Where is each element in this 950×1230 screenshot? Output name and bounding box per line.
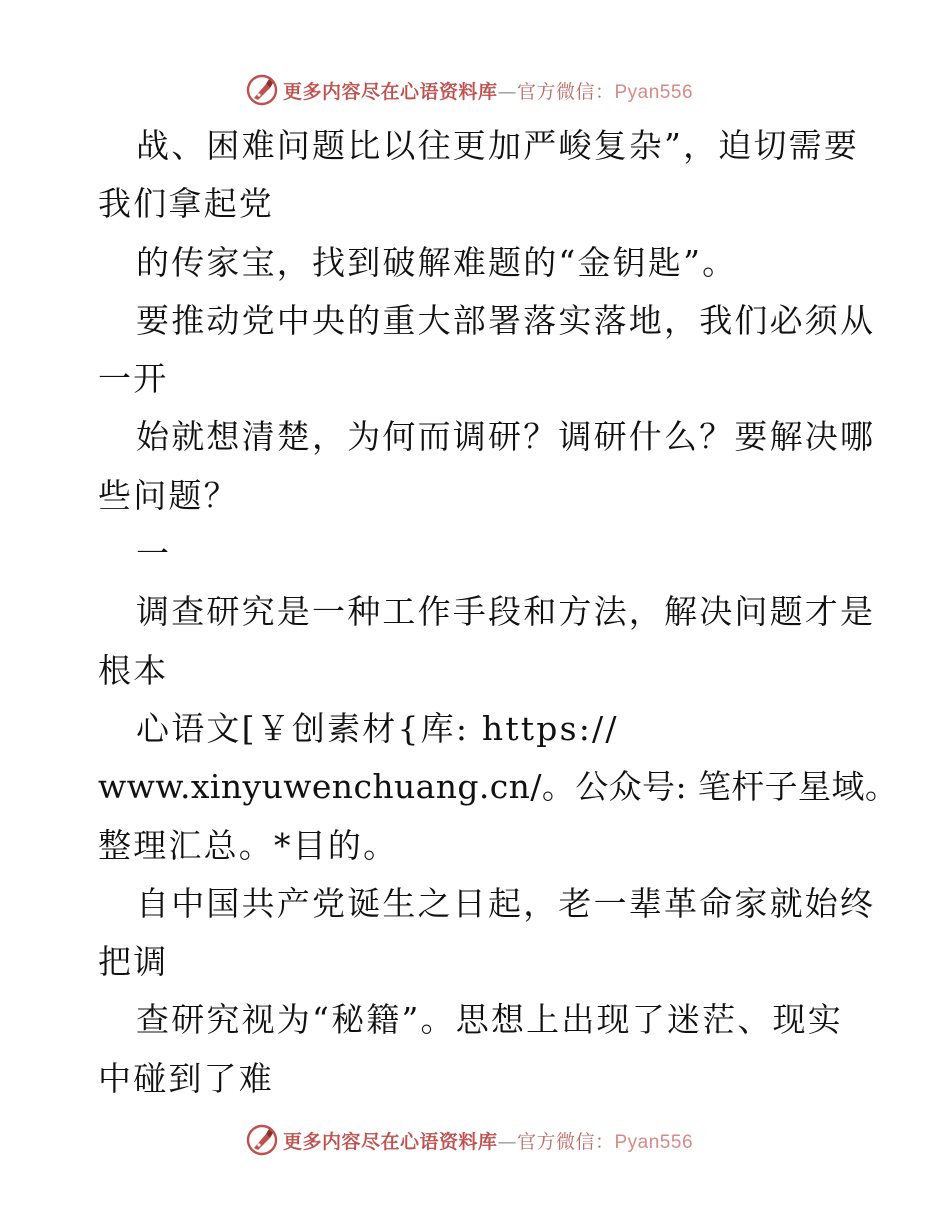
body-line: 心语文[￥创素材{库: https:// [136, 708, 619, 748]
footer-watermark-label: 官方微信： [516, 1130, 615, 1153]
body-line: 些问题？ [98, 475, 239, 515]
footer-watermark-dash: — [497, 1130, 517, 1153]
body-line: 自中国共产党诞生之日起，老一辈革命家就始终 [136, 883, 876, 923]
body-line: 调查研究是一种工作手段和方法，解决问题才是 [136, 592, 876, 632]
header-watermark-title: 更多内容尽在心语资料库 [282, 80, 498, 103]
body-line: 我们拿起党 [98, 184, 274, 224]
pen-logo-icon [245, 73, 279, 107]
footer-watermark [245, 1123, 693, 1157]
header-watermark-label: 官方微信： [516, 80, 615, 103]
body-line: 要推动党中央的重大部署落实落地，我们必须从 [136, 300, 876, 340]
header-watermark-dash: — [497, 80, 517, 103]
body-line: 查研究视为“秘籍”。思想上出现了迷茫、现实 [136, 1000, 843, 1040]
body-line: 的传家宝，找到破解难题的“金钥匙”。 [136, 242, 738, 282]
pen-logo-icon [245, 1123, 279, 1157]
body-line: 根本 [98, 650, 169, 690]
body-line: 始就想清楚，为何而调研？调研什么？要解决哪 [136, 417, 876, 457]
footer-watermark-title: 更多内容尽在心语资料库 [282, 1130, 498, 1153]
body-line: 一 [136, 534, 172, 574]
footer-watermark-id: Pyan556 [614, 1131, 694, 1153]
body-line: 中碰到了难 [98, 1058, 274, 1098]
document-body [98, 117, 899, 1108]
body-line: 战、困难问题比以往更加严峻复杂”，迫切需要 [136, 126, 860, 165]
header-watermark-id: Pyan556 [614, 81, 694, 103]
body-line: 整理汇总。*目的。 [98, 825, 399, 865]
page-header [0, 70, 950, 110]
body-line-url: www.xinyuwenchuang.cn/。公众号: 笔杆子星域。 [98, 767, 899, 807]
page-footer [0, 1120, 950, 1160]
body-line: 把调 [98, 942, 169, 982]
body-line: 一开 [98, 359, 169, 399]
header-watermark [245, 73, 693, 107]
